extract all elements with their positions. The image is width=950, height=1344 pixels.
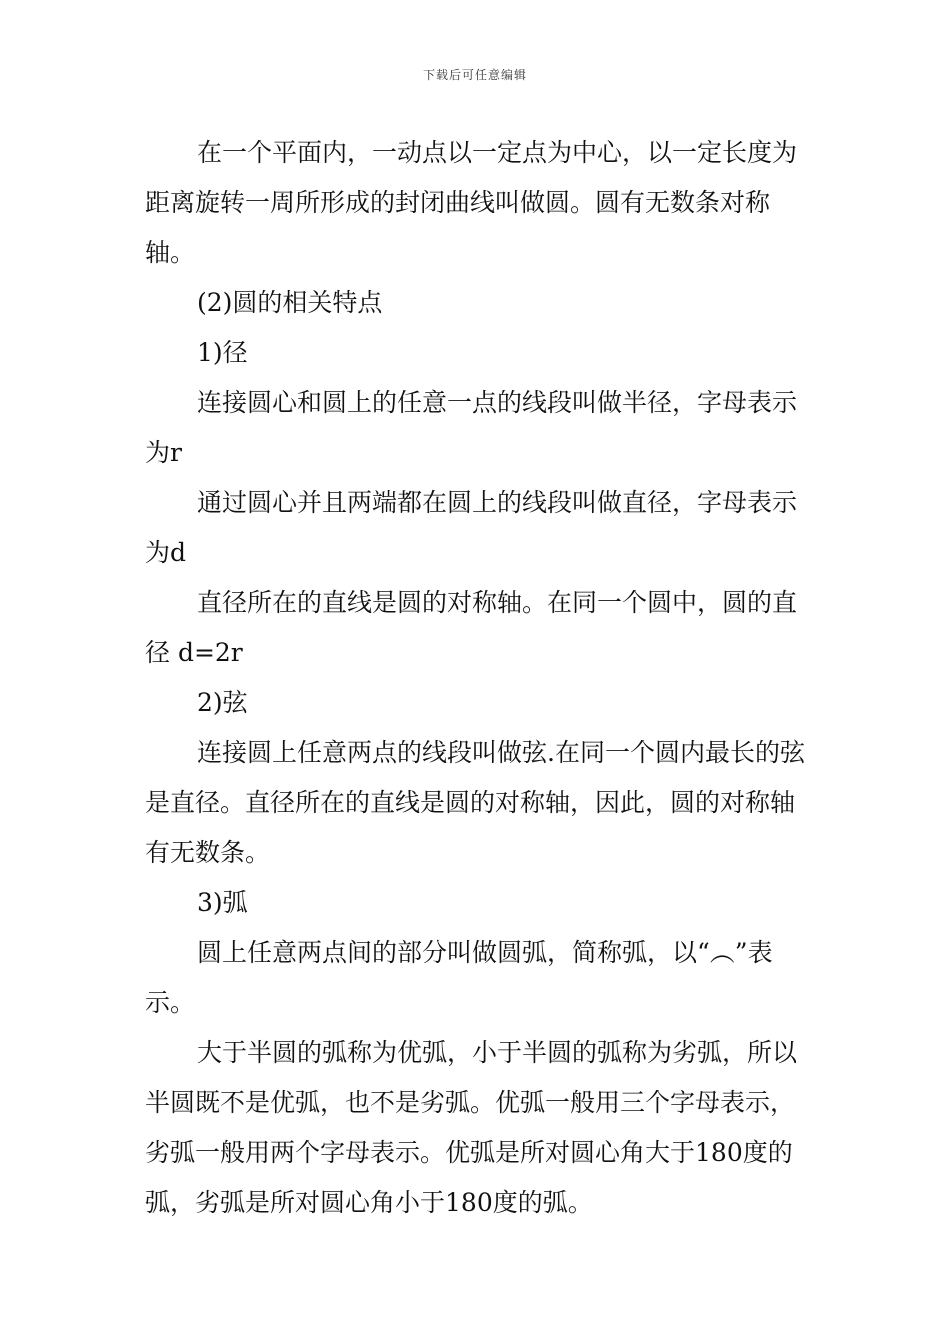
- paragraph-circle-definition: 在一个平面内，一动点以一定点为中心，以一定长度为距离旋转一周所形成的封闭曲线叫做圆。圆有无数条对称轴。: [145, 138, 798, 267]
- paragraph-arc-definition: 圆上任意两点间的部分叫做圆弧，简称弧，以“︵”表示。: [145, 938, 773, 1017]
- section-heading-circle-features: (2)圆的相关特点: [197, 288, 383, 317]
- paragraph-chord: 连接圆上任意两点的线段叫做弦.在同一个圆内最长的弦是直径。直径所在的直线是圆的对称轴，因此，圆的对称轴有无数条。: [145, 738, 805, 867]
- document-body: [145, 128, 809, 1228]
- subheading-radius-diameter: 1)径: [197, 338, 248, 367]
- subheading-chord: 2)弦: [197, 688, 248, 717]
- paragraph-radius: 连接圆心和圆上的任意一点的线段叫做半径，字母表示为r: [145, 388, 798, 467]
- paragraph-major-minor-arc: 大于半圆的弧称为优弧，小于半圆的弧称为劣弧，所以半圆既不是优弧，也不是劣弧。优弧一般用三个字母表示，劣弧一般用两个字母表示。优弧是所对圆心角大于180度的弧，劣弧是所对圆心角小于180度的弧。: [145, 1038, 798, 1217]
- subheading-arc: 3)弧: [197, 888, 248, 917]
- paragraph-diameter: 通过圆心并且两端都在圆上的线段叫做直径，字母表示为d: [145, 488, 798, 567]
- page-header: 下载后可任意编辑: [422, 68, 527, 82]
- paragraph-diameter-relation: 直径所在的直线是圆的对称轴。在同一个圆中，圆的直径 d=2r: [145, 588, 798, 667]
